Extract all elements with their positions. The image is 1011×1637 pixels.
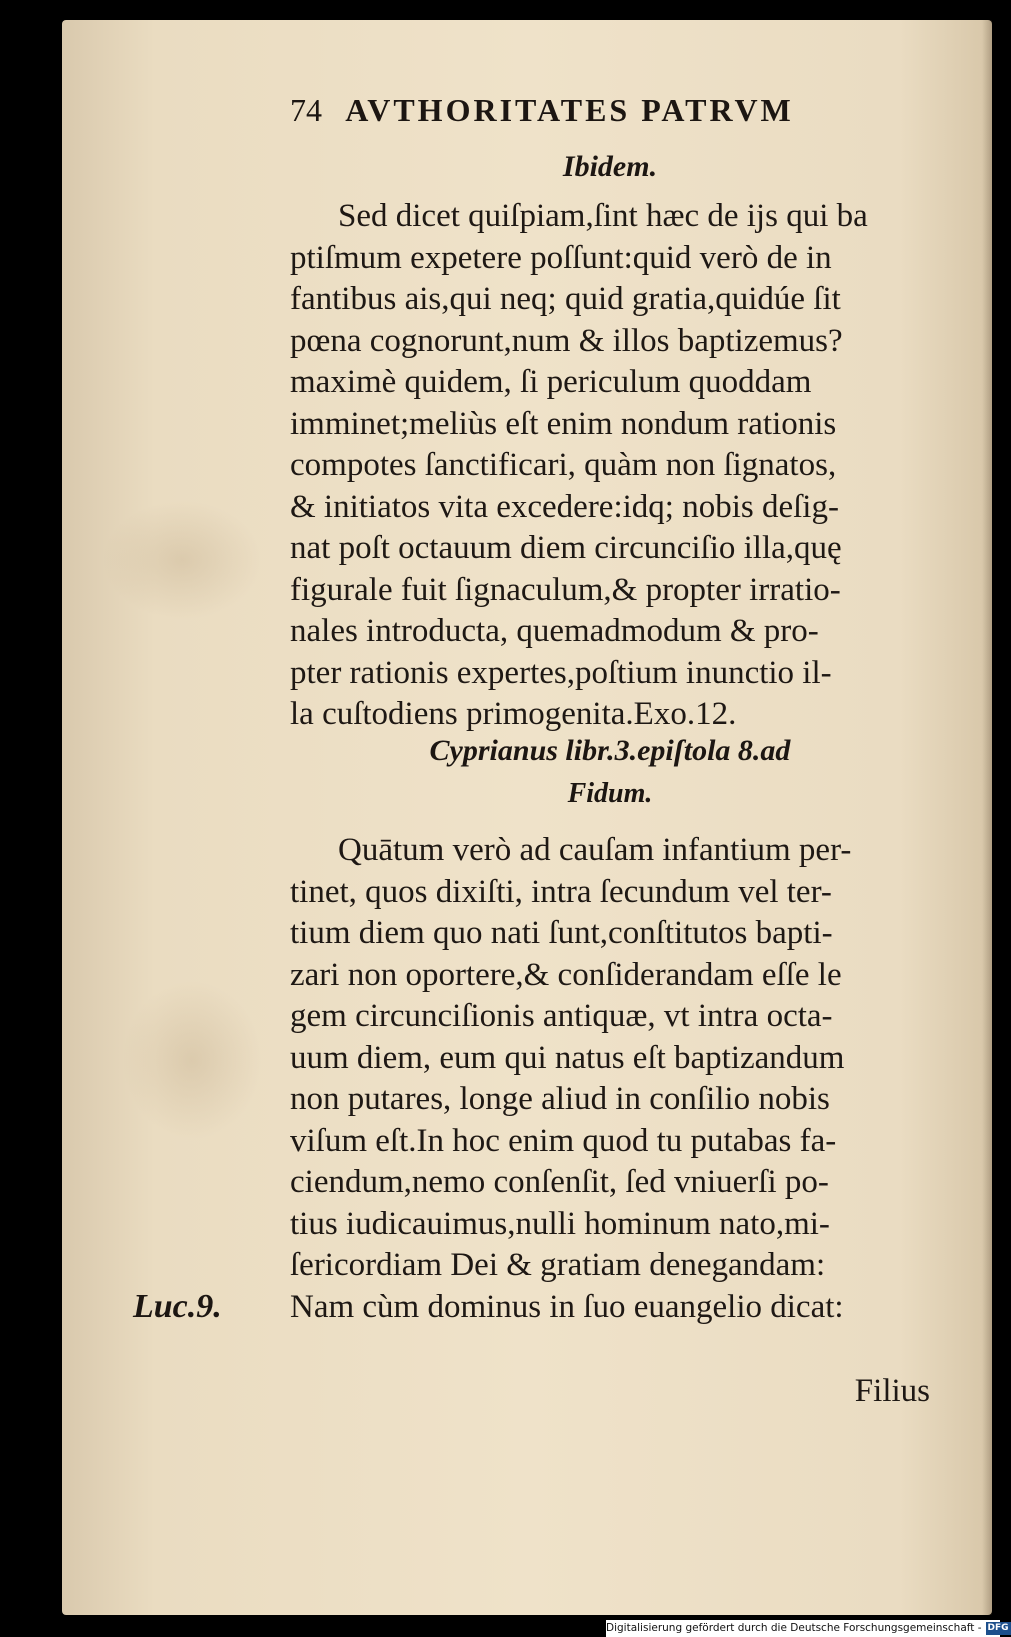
text-line: compotes ſanctificari, quàm non ſignatos, (290, 447, 837, 483)
text-line: tium diem quo nati ſunt,conſtitutos bapti- (290, 915, 833, 951)
text-line: ſericordiam Dei & gratiam denegandam: (290, 1247, 826, 1283)
text-line: Quātum verò ad cauſam infantium per- (338, 832, 852, 868)
text-line: la cuſtodiens primogenita.Exo.12. (290, 696, 737, 732)
running-title: AVTHORITATES PATRVM (345, 92, 794, 128)
text-line: maximè quidem, ſi periculum quoddam (290, 364, 812, 400)
text-line: Sed dicet quiſpiam,ſint hæc de ijs qui ba (338, 198, 868, 234)
section-heading-ibidem: Ibidem. (562, 150, 658, 183)
section-heading-cyprianus-line2: Fidum. (567, 778, 653, 809)
paper-stain (122, 980, 262, 1140)
text-line: Nam cùm dominus in ſuo euangelio dicat: (290, 1288, 844, 1325)
text-line: viſum eſt.In hoc enim quod tu putabas fa- (290, 1122, 837, 1159)
running-head (290, 92, 930, 129)
text-line: ciendum,nemo conſenſit, ſed vniuerſi po- (290, 1164, 829, 1200)
text-line: non putares, longe aliud in conſilio nobis (290, 1081, 830, 1117)
text-line: tinet, quos dixiſti, intra ſecundum vel ter- (290, 873, 832, 910)
text-line: & initiatos vita excedere:idq; nobis deſig- (290, 488, 839, 525)
text-line: ptiſmum expetere poſſunt:quid verò de in (290, 239, 832, 276)
text-line: figurale fuit ſignaculum,& propter irratio- (290, 571, 841, 608)
section-text-ibidem (290, 196, 940, 736)
text-line: fantibus ais,qui neq; quid gratia,quidúe ſit (290, 281, 841, 317)
page-number: 74 (290, 92, 322, 128)
text-line: nat poſt octauum diem circunciſio illa,quę (290, 530, 842, 566)
page-edge-shadow (982, 20, 992, 1615)
text-line: nales introducta, quemadmodum & pro- (290, 613, 819, 649)
text-line: imminet;meliùs eſt enim nondum rationis (290, 405, 837, 442)
margin-note: Luc.9. (133, 1288, 222, 1325)
paper-stain (102, 500, 262, 620)
text-line: gem circunciſionis antiquæ, vt intra octa- (290, 998, 833, 1034)
text-line: tius iudicauimus,nulli hominum nato,mi- (290, 1205, 830, 1242)
text-line: uum diem, eum qui natus eſt baptizandum (290, 1039, 845, 1076)
section-text-cyprianus (290, 830, 940, 1328)
catchword: Filius (854, 1373, 930, 1409)
section-heading-cyprianus: Cyprianus libr.3.epiſtola 8.ad (429, 734, 791, 767)
text-line: pter rationis expertes,poſtium inunctio il- (290, 654, 832, 691)
footer-text: Digitalisierung gefördert durch die Deutsche Forschungsgemeinschaft - (606, 1622, 982, 1634)
text-line: pœna cognorunt,num & illos baptizemus? (290, 322, 843, 359)
text-line: zari non oportere,& conſiderandam eſſe le (290, 956, 842, 993)
dfg-logo: DFG (987, 1622, 1009, 1633)
digitization-footer (606, 1620, 1009, 1637)
